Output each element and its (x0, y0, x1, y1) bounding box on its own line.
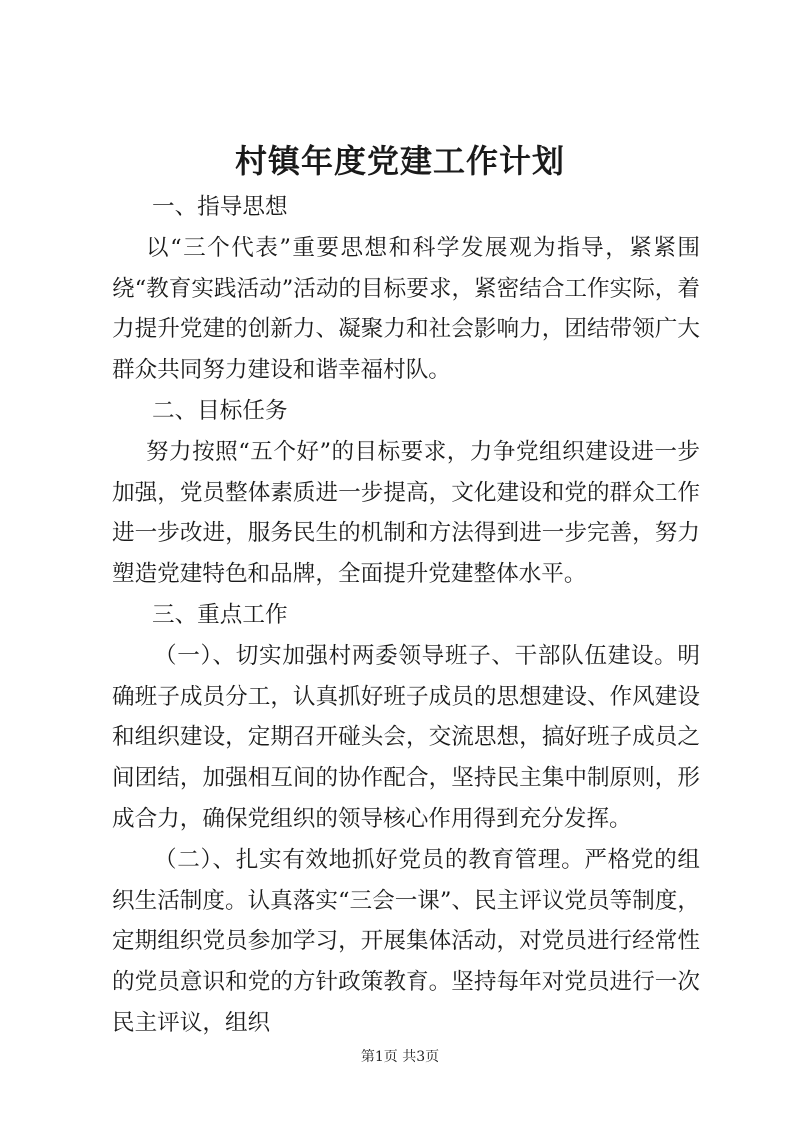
page-number-footer: 第1页 共3页 (360, 1049, 440, 1065)
page-title: 村镇年度党建工作计划 (234, 142, 565, 180)
paragraph-key-work-2: （二）、扎实有效地抓好党员的教育管理。严格党的组织生活制度。认真落实“三会一课”、民主评议党员等制度，定期组织党员参加学习，开展集体活动，对党员进行经常性的党员意识和党的方针政策教育。坚持每年对党员进行一次民主评议，组织 (112, 846, 700, 1036)
paragraph-key-work-1: （一）、切实加强村两委领导班子、干部队伍建设。明确班子成员分工，认真抓好班子成员的思想建设、作风建设和组织建设，定期召开碰头会，交流思想，搞好班子成员之间团结，加强相互间的协作配合，坚持民主集中制原则，形成合力，确保党组织的领导核心作用得到充分发挥。 (112, 642, 700, 832)
section-heading-guiding-ideology: 一、指导思想 (152, 194, 288, 220)
document-body (112, 187, 700, 1044)
section-heading-objectives: 二、目标任务 (152, 397, 288, 424)
paragraph-guiding-ideology: 以“三个代表”重要思想和科学发展观为指导，紧紧围绕“教育实践活动”活动的目标要求，紧密结合工作实际，着力提升党建的创新力、凝聚力和社会影响力，团结带领广大群众共同努力建设和谐幸福村队。 (112, 234, 700, 384)
section-heading-key-work: 三、重点工作 (152, 601, 288, 628)
paragraph-objectives: 努力按照“五个好”的目标要求，力争党组织建设进一步加强，党员整体素质进一步提高，文化建设和党的群众工作进一步改进，服务民生的机制和方法得到进一步完善，努力塑造党建特色和品牌，全面提升党建整体水平。 (112, 438, 700, 588)
